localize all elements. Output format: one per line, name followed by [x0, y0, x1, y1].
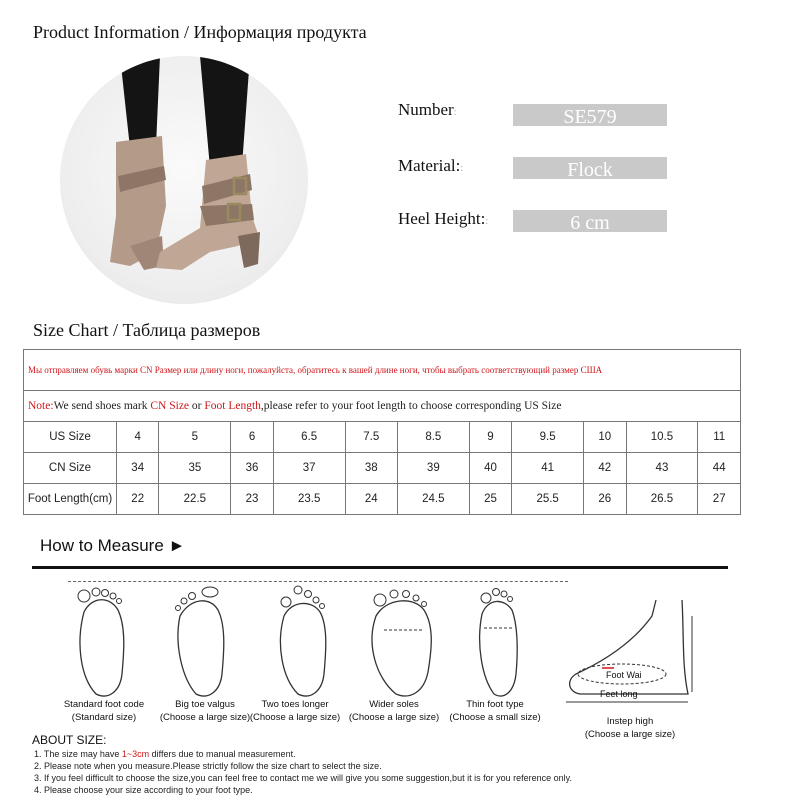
table-cell: 37 [273, 453, 345, 484]
spec-label-number: Number: [398, 100, 457, 119]
two-toes-longer-foot-icon [266, 582, 346, 700]
table-cell: 23 [231, 484, 273, 515]
row-header: Foot Length(cm) [24, 484, 117, 515]
row-header: CN Size [24, 453, 117, 484]
table-cell: 4 [117, 422, 159, 453]
spec-value-heel-height: 6 cm [513, 210, 667, 232]
caption-thin-foot: Thin foot type (Choose a small size) [449, 699, 541, 723]
spec-label-material: Material:: [398, 156, 464, 175]
wider-soles-foot-icon [362, 582, 446, 700]
table-cell: 26.5 [626, 484, 698, 515]
table-cell: 25 [469, 484, 511, 515]
caption-two-toes-longer: Two toes longer (Choose a large size) [249, 699, 341, 723]
heading-underline [32, 566, 728, 569]
table-cell: 39 [397, 453, 469, 484]
table-cell: 22 [117, 484, 159, 515]
table-cell: 36 [231, 453, 273, 484]
big-toe-valgus-foot-icon [166, 582, 246, 700]
table-cell: 25.5 [512, 484, 584, 515]
note-3: 3. If you feel difficult to choose the size,you can feel free to contact me we will give you some suggestion,but it is for you reference only. [34, 773, 572, 783]
note-2: 2. Please note when you measure.Please strictly follow the size chart to select the size. [34, 761, 382, 771]
table-cell: 42 [584, 453, 626, 484]
table-cell: 24.5 [397, 484, 469, 515]
table-cell: 44 [698, 453, 741, 484]
caption-instep-high: Instep high (Choose a large size) [584, 716, 676, 740]
table-cell: 10 [584, 422, 626, 453]
table-cell: 23.5 [273, 484, 345, 515]
how-to-measure-heading: How to Measure ► [40, 536, 186, 555]
table-cell: 27 [698, 484, 741, 515]
table-cell: 7.5 [345, 422, 397, 453]
spec-label-heel-height: Heel Height:: [398, 209, 489, 228]
caption-standard: Standard foot code (Standard size) [63, 699, 145, 723]
table-cell: 8.5 [397, 422, 469, 453]
caption-big-toe-valgus: Big toe valgus (Choose a large size) [159, 699, 251, 723]
table-cell: 11 [698, 422, 741, 453]
table-cell: 22.5 [159, 484, 231, 515]
spec-value-material: Flock [513, 157, 667, 179]
product-info-heading: Product Information / Информация продукта [33, 22, 367, 42]
table-row [24, 453, 741, 484]
notice-english: Note:We send shoes mark CN Size or Foot Length,please refer to your foot length to choose corresponding US Size [24, 391, 741, 422]
table-cell: 35 [159, 453, 231, 484]
note-4: 4. Please choose your size according to your foot type. [34, 785, 253, 795]
table-cell: 9 [469, 422, 511, 453]
table-cell: 24 [345, 484, 397, 515]
thin-foot-icon [464, 582, 534, 700]
table-row [24, 484, 741, 515]
about-size-heading: ABOUT SIZE: [32, 733, 107, 747]
table-cell: 41 [512, 453, 584, 484]
feet-long-label: Feet long [600, 689, 638, 699]
size-table [23, 349, 741, 515]
table-cell: 5 [159, 422, 231, 453]
notice-russian: Мы отправляем обувь марки CN Размер или длину ноги, пожалуйста, обратитесь к вашей длине ноги, чтобы выбрать соответствующий размер США [24, 350, 741, 391]
spec-value-number: SE579 [513, 104, 667, 126]
table-cell: 6.5 [273, 422, 345, 453]
table-cell: 6 [231, 422, 273, 453]
caption-wider-soles: Wider soles (Choose a large size) [348, 699, 440, 723]
table-cell: 10.5 [626, 422, 698, 453]
table-cell: 26 [584, 484, 626, 515]
standard-foot-icon [62, 582, 142, 700]
table-cell: 40 [469, 453, 511, 484]
table-cell: 38 [345, 453, 397, 484]
size-chart-heading: Size Chart / Таблица размеров [33, 320, 261, 340]
table-cell: 43 [626, 453, 698, 484]
table-row [24, 422, 741, 453]
table-cell: 34 [117, 453, 159, 484]
row-header: US Size [24, 422, 117, 453]
boots-illustration [60, 56, 308, 304]
table-cell: 9.5 [512, 422, 584, 453]
product-photo [60, 56, 308, 304]
note-1: 1. The size may have 1~3cm differs due to manual measurement. [34, 749, 296, 759]
foot-wai-label: Foot Wai [606, 670, 642, 680]
